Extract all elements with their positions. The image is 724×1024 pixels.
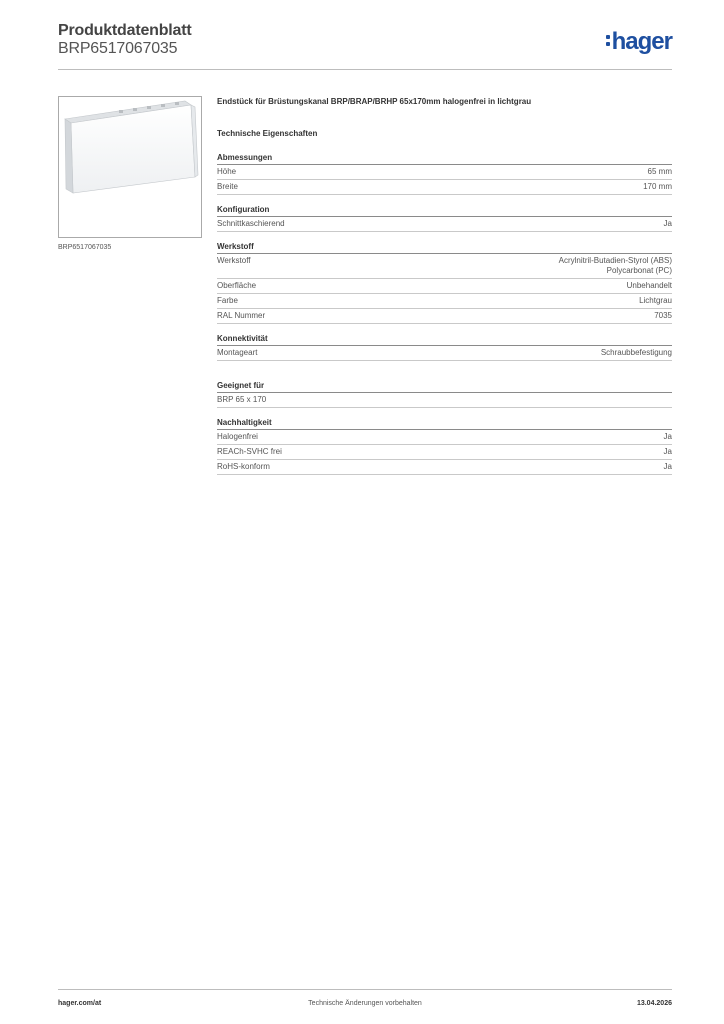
spec-value: Ja (663, 462, 672, 471)
spec-label: Höhe (217, 167, 237, 176)
spec-value: 170 mm (643, 182, 672, 191)
specification-content (217, 96, 672, 485)
footer-date: 13.04.2026 (636, 1000, 672, 1007)
spec-row (217, 180, 672, 195)
image-caption: BRP6517067035 (58, 244, 112, 251)
spec-label: RoHS-konform (217, 462, 270, 471)
section-title: Konfiguration (217, 205, 672, 217)
spec-value: Schraubbefestigung (600, 348, 672, 357)
section-material (217, 242, 672, 324)
section-dimensions (217, 153, 672, 195)
hager-logo (606, 28, 672, 56)
section-suitable-for (217, 381, 672, 408)
product-id: BRP6517067035 (58, 40, 178, 57)
footer-notice: Technische Änderungen vorbehalten (308, 1000, 422, 1007)
spec-row (217, 217, 672, 232)
spec-value: Ja (663, 432, 672, 441)
product-description: Endstück für Brüstungskanal BRP/BRAP/BRHP 65x170mm halogenfrei in lichtgrau (217, 97, 532, 106)
spec-row (217, 165, 672, 180)
spec-label: Oberfläche (217, 281, 257, 290)
spec-row (217, 445, 672, 460)
section-title: Werkstoff (217, 242, 672, 254)
section-sustainability (217, 418, 672, 475)
document-title: Produktdatenblatt (58, 22, 192, 39)
page-footer (58, 989, 672, 1013)
spec-row (217, 430, 672, 445)
spec-value: Ja (663, 447, 672, 456)
product-image (58, 96, 202, 238)
spec-label: Montageart (217, 348, 258, 357)
section-title: Nachhaltigkeit (217, 418, 672, 430)
website-link[interactable]: hager.com/at (58, 1000, 102, 1007)
spec-row (217, 309, 672, 324)
spec-row (217, 254, 672, 279)
spec-value: Unbehandelt (626, 281, 672, 290)
spec-value: Acrylnitril-Butadien-Styrol (ABS) Polycarbonat (PC) (558, 256, 672, 275)
spec-value: Ja (663, 219, 672, 228)
logo-text: hager (611, 28, 672, 55)
spec-row (217, 393, 672, 408)
section-configuration (217, 205, 672, 232)
section-connectivity (217, 334, 672, 361)
section-title: Konnektivität (217, 334, 672, 346)
section-title: Abmessungen (217, 153, 672, 165)
page-header (58, 22, 672, 70)
spec-label: REACh-SVHC frei (217, 447, 282, 456)
section-title: Geeignet für (217, 381, 672, 393)
spec-value: 7035 (654, 311, 672, 320)
spec-label: Farbe (217, 296, 238, 305)
spec-row (217, 346, 672, 361)
technical-properties-heading: Technische Eigenschaften (217, 129, 318, 138)
spec-row (217, 460, 672, 475)
spec-label: Breite (217, 182, 238, 191)
logo-dots-icon (606, 34, 611, 48)
spec-label: Werkstoff (217, 256, 251, 265)
end-piece-illustration-icon (59, 97, 201, 237)
spec-label: Halogenfrei (217, 432, 258, 441)
spec-label: RAL Nummer (217, 311, 266, 320)
spec-value: 65 mm (647, 167, 672, 176)
spec-label: Schnittkaschierend (217, 219, 285, 228)
spec-value: Lichtgrau (639, 296, 672, 305)
spec-row (217, 279, 672, 294)
spec-label: BRP 65 x 170 (217, 395, 267, 404)
spec-row (217, 294, 672, 309)
